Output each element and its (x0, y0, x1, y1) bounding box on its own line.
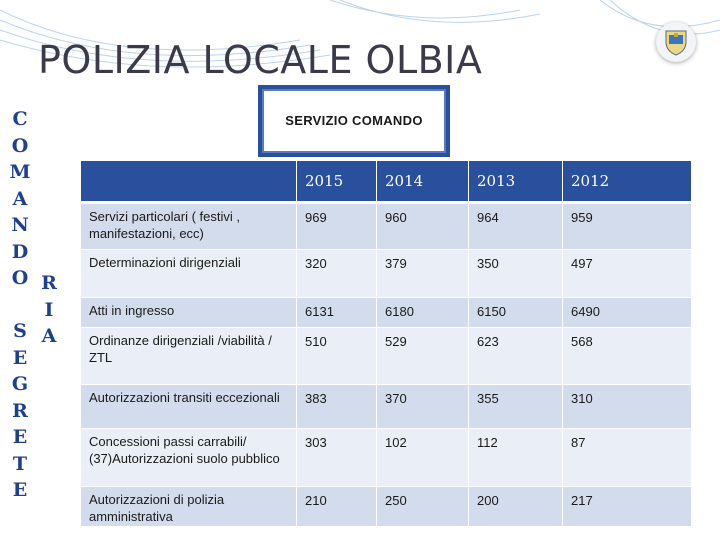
side-letter: A (41, 325, 57, 347)
side-letter: D (11, 240, 29, 263)
side-letter: O (11, 134, 29, 157)
side-letter: O (11, 267, 29, 289)
side-letter: A (12, 187, 28, 210)
cell-value: 960 (377, 203, 469, 250)
cell-value: 379 (377, 250, 469, 298)
cell-value: 383 (297, 385, 377, 429)
cell-value: 217 (563, 487, 692, 527)
cell-value: 6150 (469, 298, 563, 328)
cell-value: 6180 (377, 298, 469, 328)
header-year: 2015 (297, 161, 377, 203)
cell-value: 350 (469, 250, 563, 298)
table-row (81, 298, 692, 328)
row-label: Ordinanze dirigenziali /viabilità / ZTL (81, 328, 297, 385)
section-box (258, 85, 450, 157)
cell-value: 497 (563, 250, 692, 298)
cell-value: 112 (469, 429, 563, 487)
cell-value: 303 (297, 429, 377, 487)
side-letter: M (9, 161, 31, 183)
side-letter: R (41, 272, 57, 294)
side-letter: C (12, 108, 28, 130)
row-label: Servizi particolari ( festivi , manifestazioni, ecc) (81, 203, 297, 250)
cell-value: 529 (377, 328, 469, 385)
table-row (81, 203, 692, 250)
side-column-1 (9, 106, 31, 504)
table-row (81, 328, 692, 385)
statistics-table (80, 160, 692, 527)
side-letter: N (11, 214, 29, 236)
page-title: POLIZIA LOCALE OLBIA (38, 38, 483, 82)
row-label: Concessioni passi carrabili/ (37)Autorizzazioni suolo pubblico (81, 429, 297, 487)
table-row (81, 487, 692, 527)
header-cell (81, 161, 297, 203)
row-label: Autorizzazioni transiti eccezionali (81, 385, 297, 429)
cell-value: 568 (563, 328, 692, 385)
header-year: 2014 (377, 161, 469, 203)
table-row (81, 385, 692, 429)
cell-value: 6131 (297, 298, 377, 328)
side-letter: S (13, 320, 27, 342)
cell-value: 320 (297, 250, 377, 298)
cell-value: 250 (377, 487, 469, 527)
cell-value: 370 (377, 385, 469, 429)
cell-value: 102 (377, 429, 469, 487)
cell-value: 310 (563, 385, 692, 429)
header-year: 2013 (469, 161, 563, 203)
side-letter (9, 292, 31, 319)
cell-value: 959 (563, 203, 692, 250)
cell-value: 969 (297, 203, 377, 250)
cell-value: 623 (469, 328, 563, 385)
row-label: Autorizzazioni di polizia amministrativa (81, 487, 297, 527)
side-letter: E (12, 426, 28, 448)
table-row (81, 250, 692, 298)
side-letter: I (44, 298, 54, 321)
side-letter: T (12, 452, 28, 475)
municipal-crest-icon (656, 22, 696, 62)
cell-value: 200 (469, 487, 563, 527)
table-header-row (81, 161, 692, 203)
row-label: Atti in ingresso (81, 298, 297, 328)
cell-value: 210 (297, 487, 377, 527)
cell-value: 964 (469, 203, 563, 250)
table-row (81, 429, 692, 487)
side-letter: R (12, 399, 28, 422)
row-label: Determinazioni dirigenziali (81, 250, 297, 298)
header-year: 2012 (563, 161, 692, 203)
cell-value: 6490 (563, 298, 692, 328)
side-column-2 (38, 270, 60, 350)
side-letter: G (11, 373, 29, 395)
cell-value: 510 (297, 328, 377, 385)
side-letter: E (12, 479, 28, 501)
section-box-label: SERVIZIO COMANDO (262, 89, 446, 153)
side-letter: E (12, 346, 28, 369)
cell-value: 355 (469, 385, 563, 429)
cell-value: 87 (563, 429, 692, 487)
